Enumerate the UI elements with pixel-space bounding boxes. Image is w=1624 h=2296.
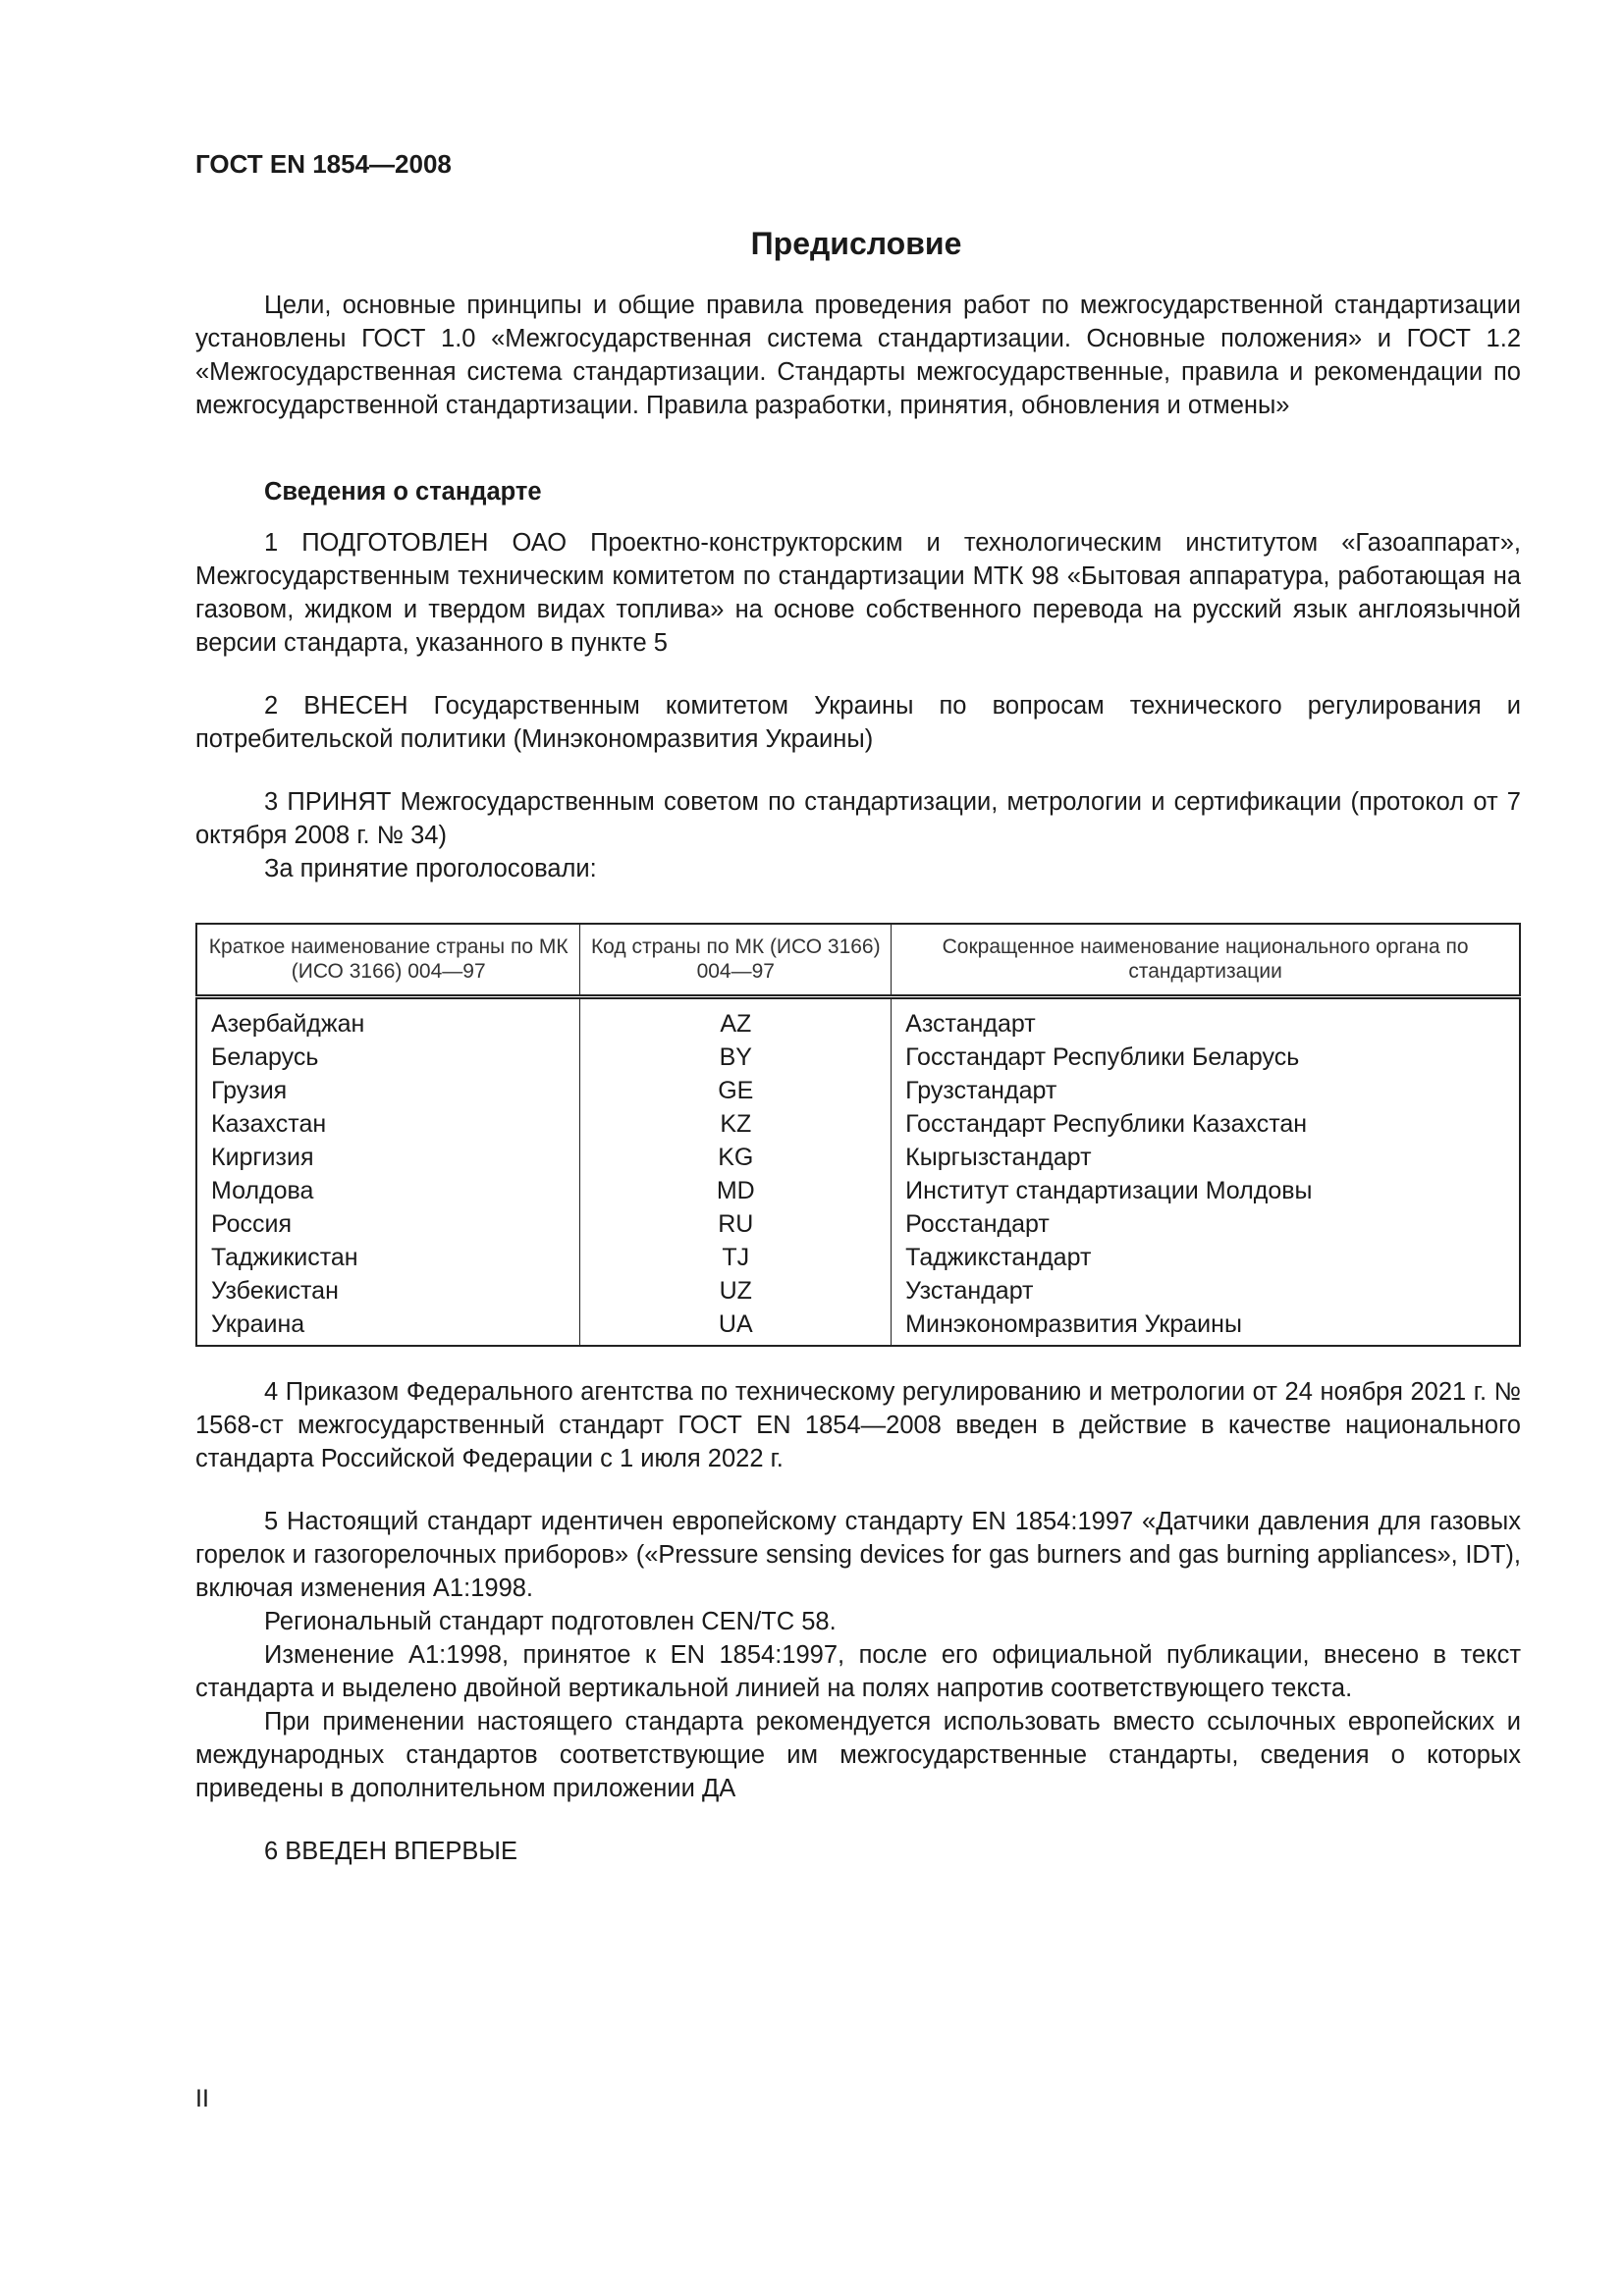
cell-country: Казахстан (196, 1107, 580, 1141)
later-section (195, 1375, 1521, 1868)
table-row (196, 1174, 1520, 1207)
table-row (196, 1041, 1520, 1074)
cell-national-body: Госстандарт Республики Беларусь (905, 1043, 1300, 1071)
cell-code: MD (580, 1174, 892, 1207)
cell-country: Беларусь (196, 1041, 580, 1074)
cell-code: GE (580, 1074, 892, 1107)
standard-info-section (195, 475, 1521, 885)
paragraph-6: 6 ВВЕДЕН ВПЕРВЫЕ (264, 1838, 518, 1865)
cell-code: UZ (580, 1274, 892, 1308)
cell-country: Украина (196, 1308, 580, 1346)
intro-paragraph: Цели, основные принципы и общие правила проведения работ по межгосударственной стандартизации установлены ГОСТ 1.0 «Межгосударственная система стандартизации. Основные положения» и ГОСТ 1.2 «Межгосударственная система стандартизации. Стандарты межгосударственные, правила и рекомендации по межгосударственной стандартизации. Правила разработки, принятия, обновления и отмены» (195, 292, 1521, 419)
table-row (196, 997, 1520, 1041)
paragraph-5-application: При применении настоящего стандарта рекомендуется использовать вместо ссылочных европейских и международных стандартов соответствующие им межгосударственные стандарты, сведения о которых приведены в дополнительном приложении ДА (195, 1708, 1521, 1802)
cell-national-body: Азстандарт (905, 1010, 1036, 1038)
paragraph-4: 4 Приказом Федерального агентства по техническому регулированию и метрологии от 24 ноября 2021 г. № 1568-ст межгосударственный стандарт ГОСТ EN 1854—2008 введен в действие в качестве национального стандарта Российской Федерации с 1 июля 2022 г. (195, 1378, 1521, 1472)
cell-country: Таджикистан (196, 1241, 580, 1274)
paragraph-5-amendment: Изменение А1:1998, принятое к EN 1854:1997, после его официальной публикации, внесено в текст стандарта и выделено двойной вертикальной линией на полях напротив соответствующего текста. (195, 1641, 1521, 1702)
cell-country: Россия (196, 1207, 580, 1241)
table-row (196, 1274, 1520, 1308)
page-number: II (195, 2085, 209, 2112)
cell-national-body: Минэкономразвития Украины (905, 1310, 1242, 1338)
paragraph-2: 2 ВНЕСЕН Государственным комитетом Украины по вопросам технического регулирования и потребительской политики (Минэкономразвития Украины) (195, 692, 1521, 753)
paragraph-5-regional: Региональный стандарт подготовлен CEN/TC 58. (264, 1608, 837, 1635)
paragraph-3: 3 ПРИНЯТ Межгосударственным советом по стандартизации, метрологии и сертификации (протокол от 7 октября 2008 г. № 34) (195, 788, 1521, 849)
cell-code: BY (580, 1041, 892, 1074)
cell-national-body: Грузстандарт (905, 1077, 1057, 1104)
cell-country: Грузия (196, 1074, 580, 1107)
cell-code: TJ (580, 1241, 892, 1274)
column-header-country: Краткое наименование страны по МК (ИСО 3166) 004—97 (196, 924, 580, 997)
table-row (196, 1107, 1520, 1141)
document-header: ГОСТ EN 1854—2008 (195, 149, 452, 179)
cell-code: UA (580, 1308, 892, 1346)
cell-national-body: Кыргызстандарт (905, 1144, 1092, 1171)
table-header-row (196, 924, 1520, 997)
column-header-code: Код страны по МК (ИСО 3166) 004—97 (580, 924, 892, 997)
paragraph-5: 5 Настоящий стандарт идентичен европейскому стандарту EN 1854:1997 «Датчики давления для газовых горелок и газогорелочных приборов» («Pressure sensing devices for gas burners and gas burning appliances», IDT), включая изменения А1:1998. (195, 1508, 1521, 1602)
cell-national-body: Таджикстандарт (905, 1244, 1092, 1271)
cell-country: Киргизия (196, 1141, 580, 1174)
cell-country: Молдова (196, 1174, 580, 1207)
cell-country: Азербайджан (196, 997, 580, 1041)
table-row (196, 1241, 1520, 1274)
table-row (196, 1074, 1520, 1107)
column-header-body: Сокращенное наименование национального органа по стандартизации (892, 924, 1520, 997)
page-title: Предисловие (750, 226, 962, 261)
table-row (196, 1141, 1520, 1174)
voting-countries-table (195, 923, 1521, 1347)
cell-code: RU (580, 1207, 892, 1241)
cell-national-body: Институт стандартизации Молдовы (905, 1177, 1313, 1204)
paragraph-1: 1 ПОДГОТОВЛЕН ОАО Проектно-конструкторским и технологическим институтом «Газоаппарат», Межгосударственным техническим комитетом по стандартизации МТК 98 «Бытовая аппаратура, работающая на газовом, жидком и твердом видах топлива» на основе собственного перевода на русский язык англоязычной версии стандарта, указанного в пункте 5 (195, 529, 1521, 657)
cell-national-body: Росстандарт (905, 1210, 1050, 1238)
cell-country: Узбекистан (196, 1274, 580, 1308)
paragraph-3-voting: За принятие проголосовали: (264, 855, 597, 882)
cell-code: AZ (580, 997, 892, 1041)
intro-section (195, 289, 1521, 422)
cell-national-body: Госстандарт Республики Казахстан (905, 1110, 1308, 1138)
table-row (196, 1207, 1520, 1241)
cell-code: KG (580, 1141, 892, 1174)
table-row (196, 1308, 1520, 1346)
cell-national-body: Узстандарт (905, 1277, 1034, 1305)
section-subtitle: Сведения о стандарте (264, 478, 542, 506)
cell-code: KZ (580, 1107, 892, 1141)
